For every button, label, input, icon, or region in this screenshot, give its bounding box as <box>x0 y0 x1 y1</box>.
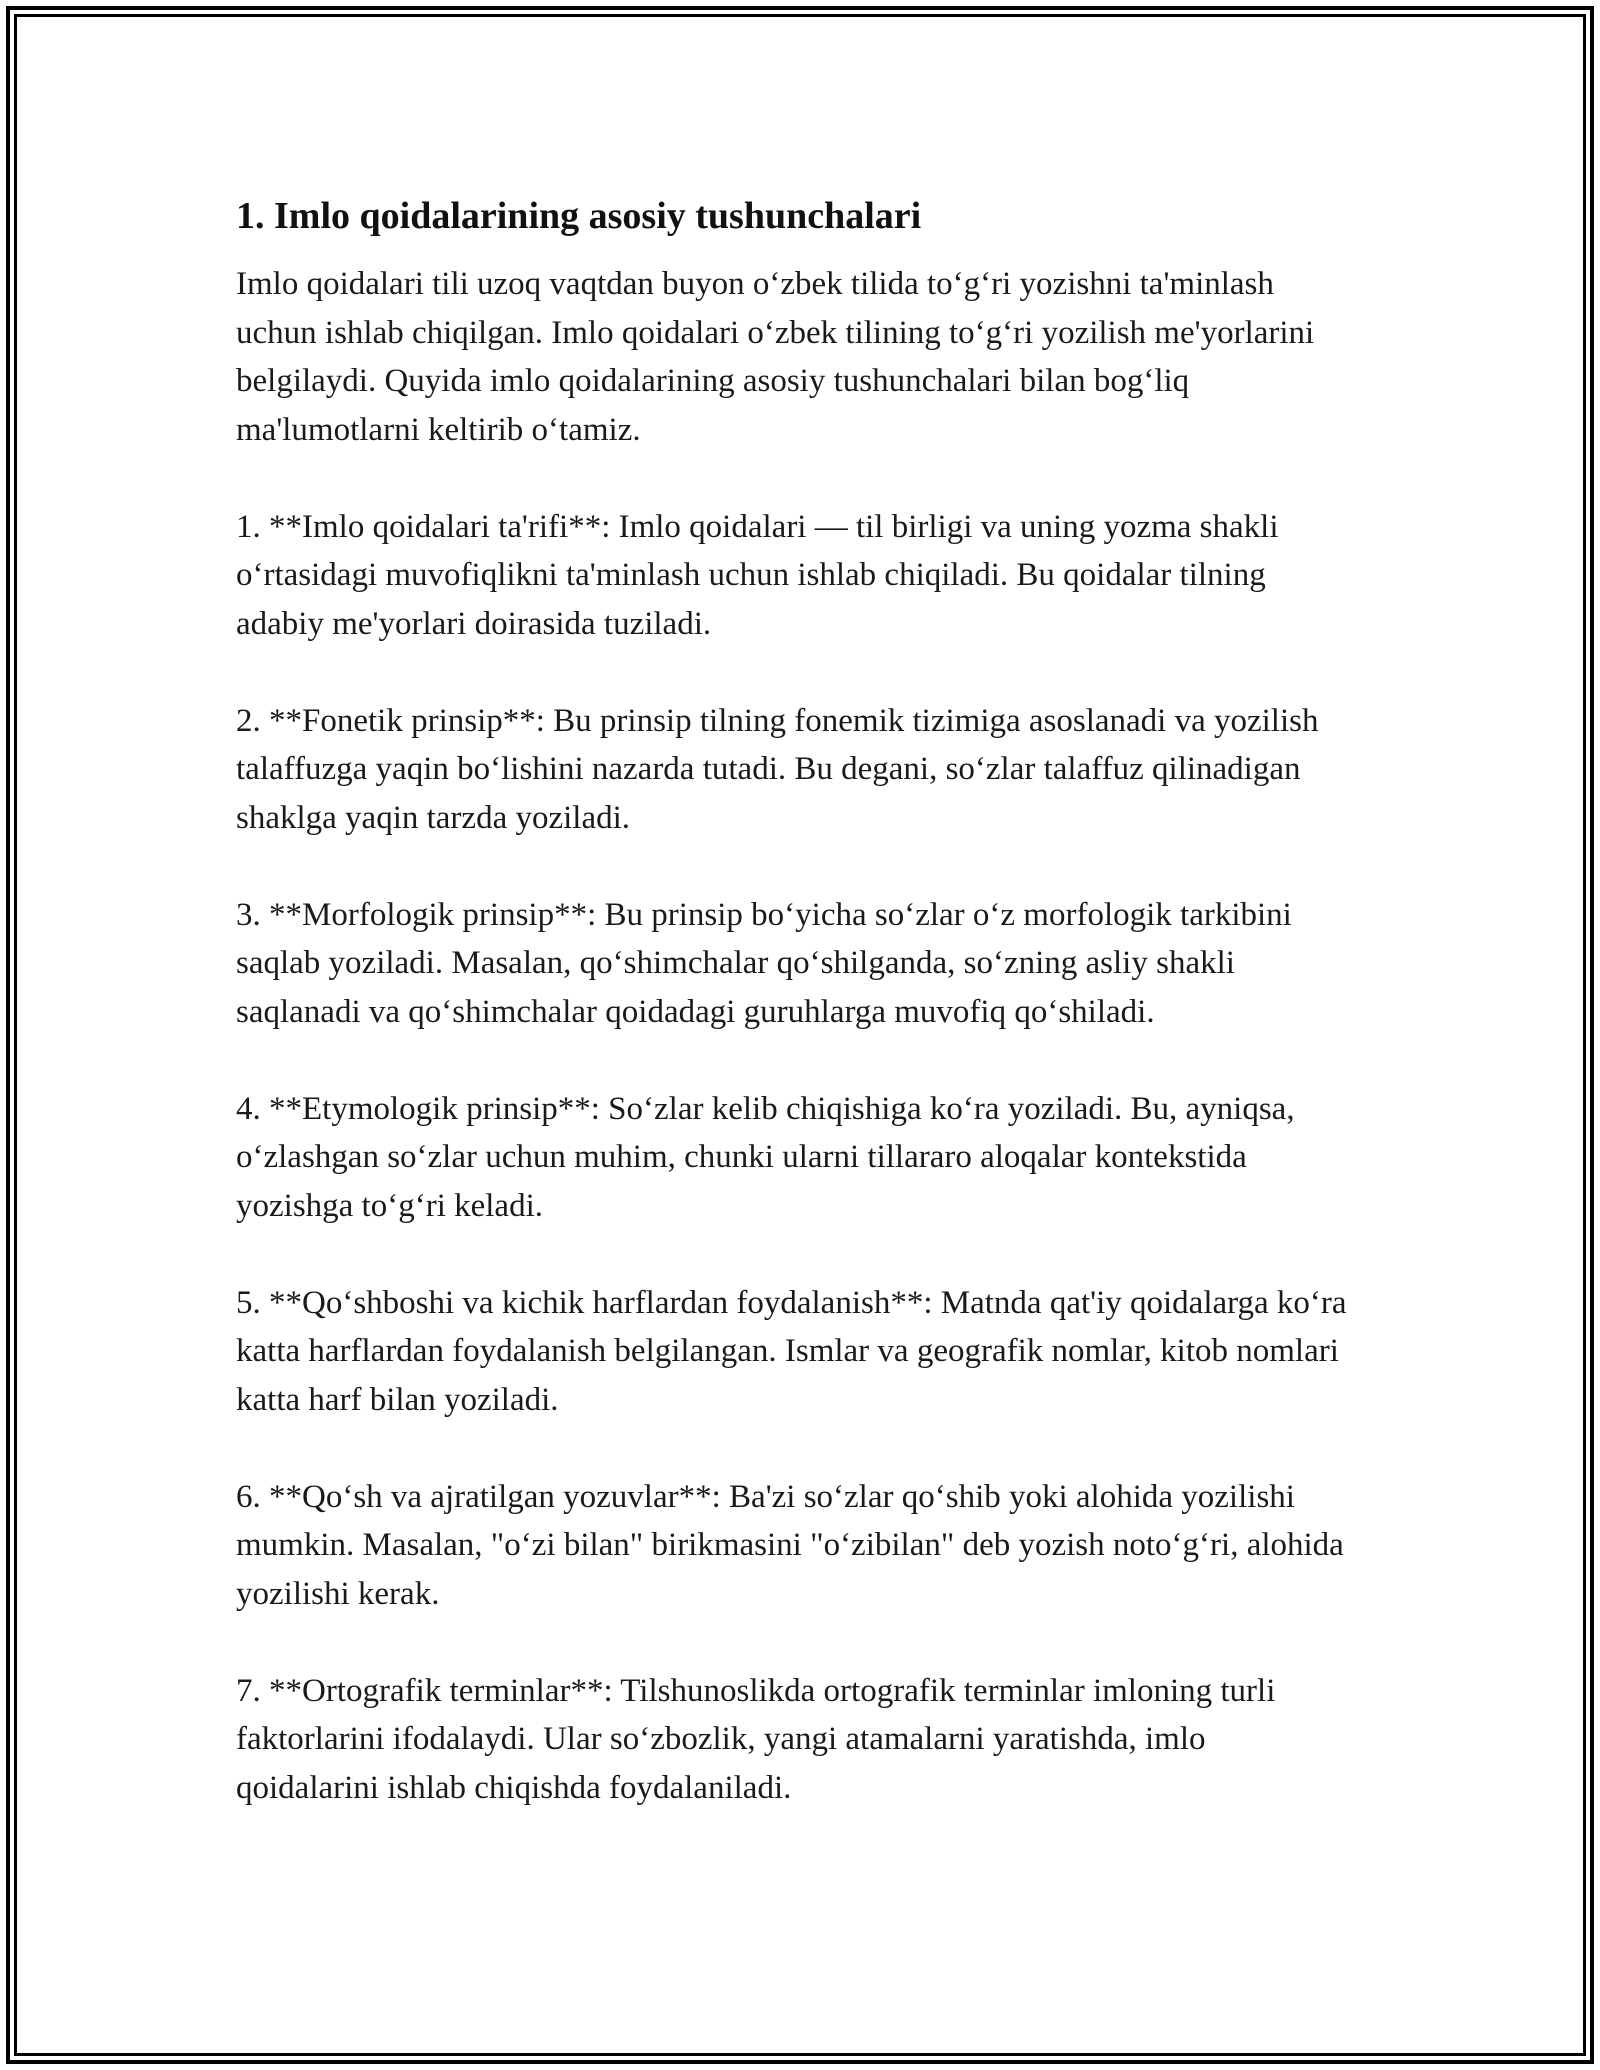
paragraph-morfologik-prinsip: 3. **Morfologik prinsip**: Bu prinsip bo‘yicha so‘zlar o‘z morfologik tarkibini saqlab yoziladi. Masalan, qo‘shimchalar qo‘shilganda, so‘zning asliy shakli saqlanadi va qo‘shimchalar qoidadagi guruhlarga muvofiq qo‘shiladi. <box>236 896 1292 1030</box>
paragraph-qoshboshi-harflar: 5. **Qo‘shboshi va kichik harflardan foydalanish**: Matnda qat'iy qoidalarga ko‘ra katta harflardan foydalanish belgilangan. Ismlar va geografik nomlar, kitob nomlari katta harf bilan yoziladi. <box>236 1284 1347 1418</box>
paragraph-etymologik-prinsip: 4. **Etymologik prinsip**: So‘zlar kelib chiqishiga ko‘ra yoziladi. Bu, ayniqsa, o‘zlashgan so‘zlar uchun muhim, chunki ularni tillararo aloqalar kontekstida yozishga to‘g‘ri keladi. <box>236 1090 1295 1224</box>
document-body <box>236 184 1356 1812</box>
section-heading: 1. Imlo qoidalarining asosiy tushunchalari <box>236 195 922 237</box>
paragraph-ortografik-terminlar: 7. **Ortografik terminlar**: Tilshunoslikda ortografik terminlar imloning turli faktorlarini ifodalaydi. Ular so‘zbozlik, yangi atamalarni yaratishda, imlo qoidalarini ishlab chiqishda foydalaniladi. <box>236 1672 1276 1806</box>
intro-paragraph: Imlo qoidalari tili uzoq vaqtdan buyon o‘zbek tilida to‘g‘ri yozishni ta'minlash uchun ishlab chiqilgan. Imlo qoidalari o‘zbek tilining to‘g‘ri yozilish me'yorlarini belgilaydi. Quyida imlo qoidalarining asosiy tushunchalari bilan bog‘liq ma'lumotlarni keltirib o‘tamiz. <box>236 266 1315 448</box>
paragraph-fonetik-prinsip: 2. **Fonetik prinsip**: Bu prinsip tilning fonemik tizimiga asoslanadi va yozilish talaffuzga yaqin bo‘lishini nazarda tutadi. Bu degani, so‘zlar talaffuz qilinadigan shaklga yaqin tarzda yoziladi. <box>236 702 1319 836</box>
paragraph-imlo-qoidalari-tarifi: 1. **Imlo qoidalari ta'rifi**: Imlo qoidalari — til birligi va uning yozma shakli o‘rtasidagi muvofiqlikni ta'minlash uchun ishlab chiqiladi. Bu qoidalar tilning adabiy me'yorlari doirasida tuziladi. <box>236 508 1279 642</box>
paragraph-qosh-ajratilgan-yozuvlar: 6. **Qo‘sh va ajratilgan yozuvlar**: Ba'zi so‘zlar qo‘shib yoki alohida yozilishi mumkin. Masalan, "o‘zi bilan" birikmasini "o‘zibilan" deb yozish noto‘g‘ri, alohida yozilishi kerak. <box>236 1478 1344 1612</box>
